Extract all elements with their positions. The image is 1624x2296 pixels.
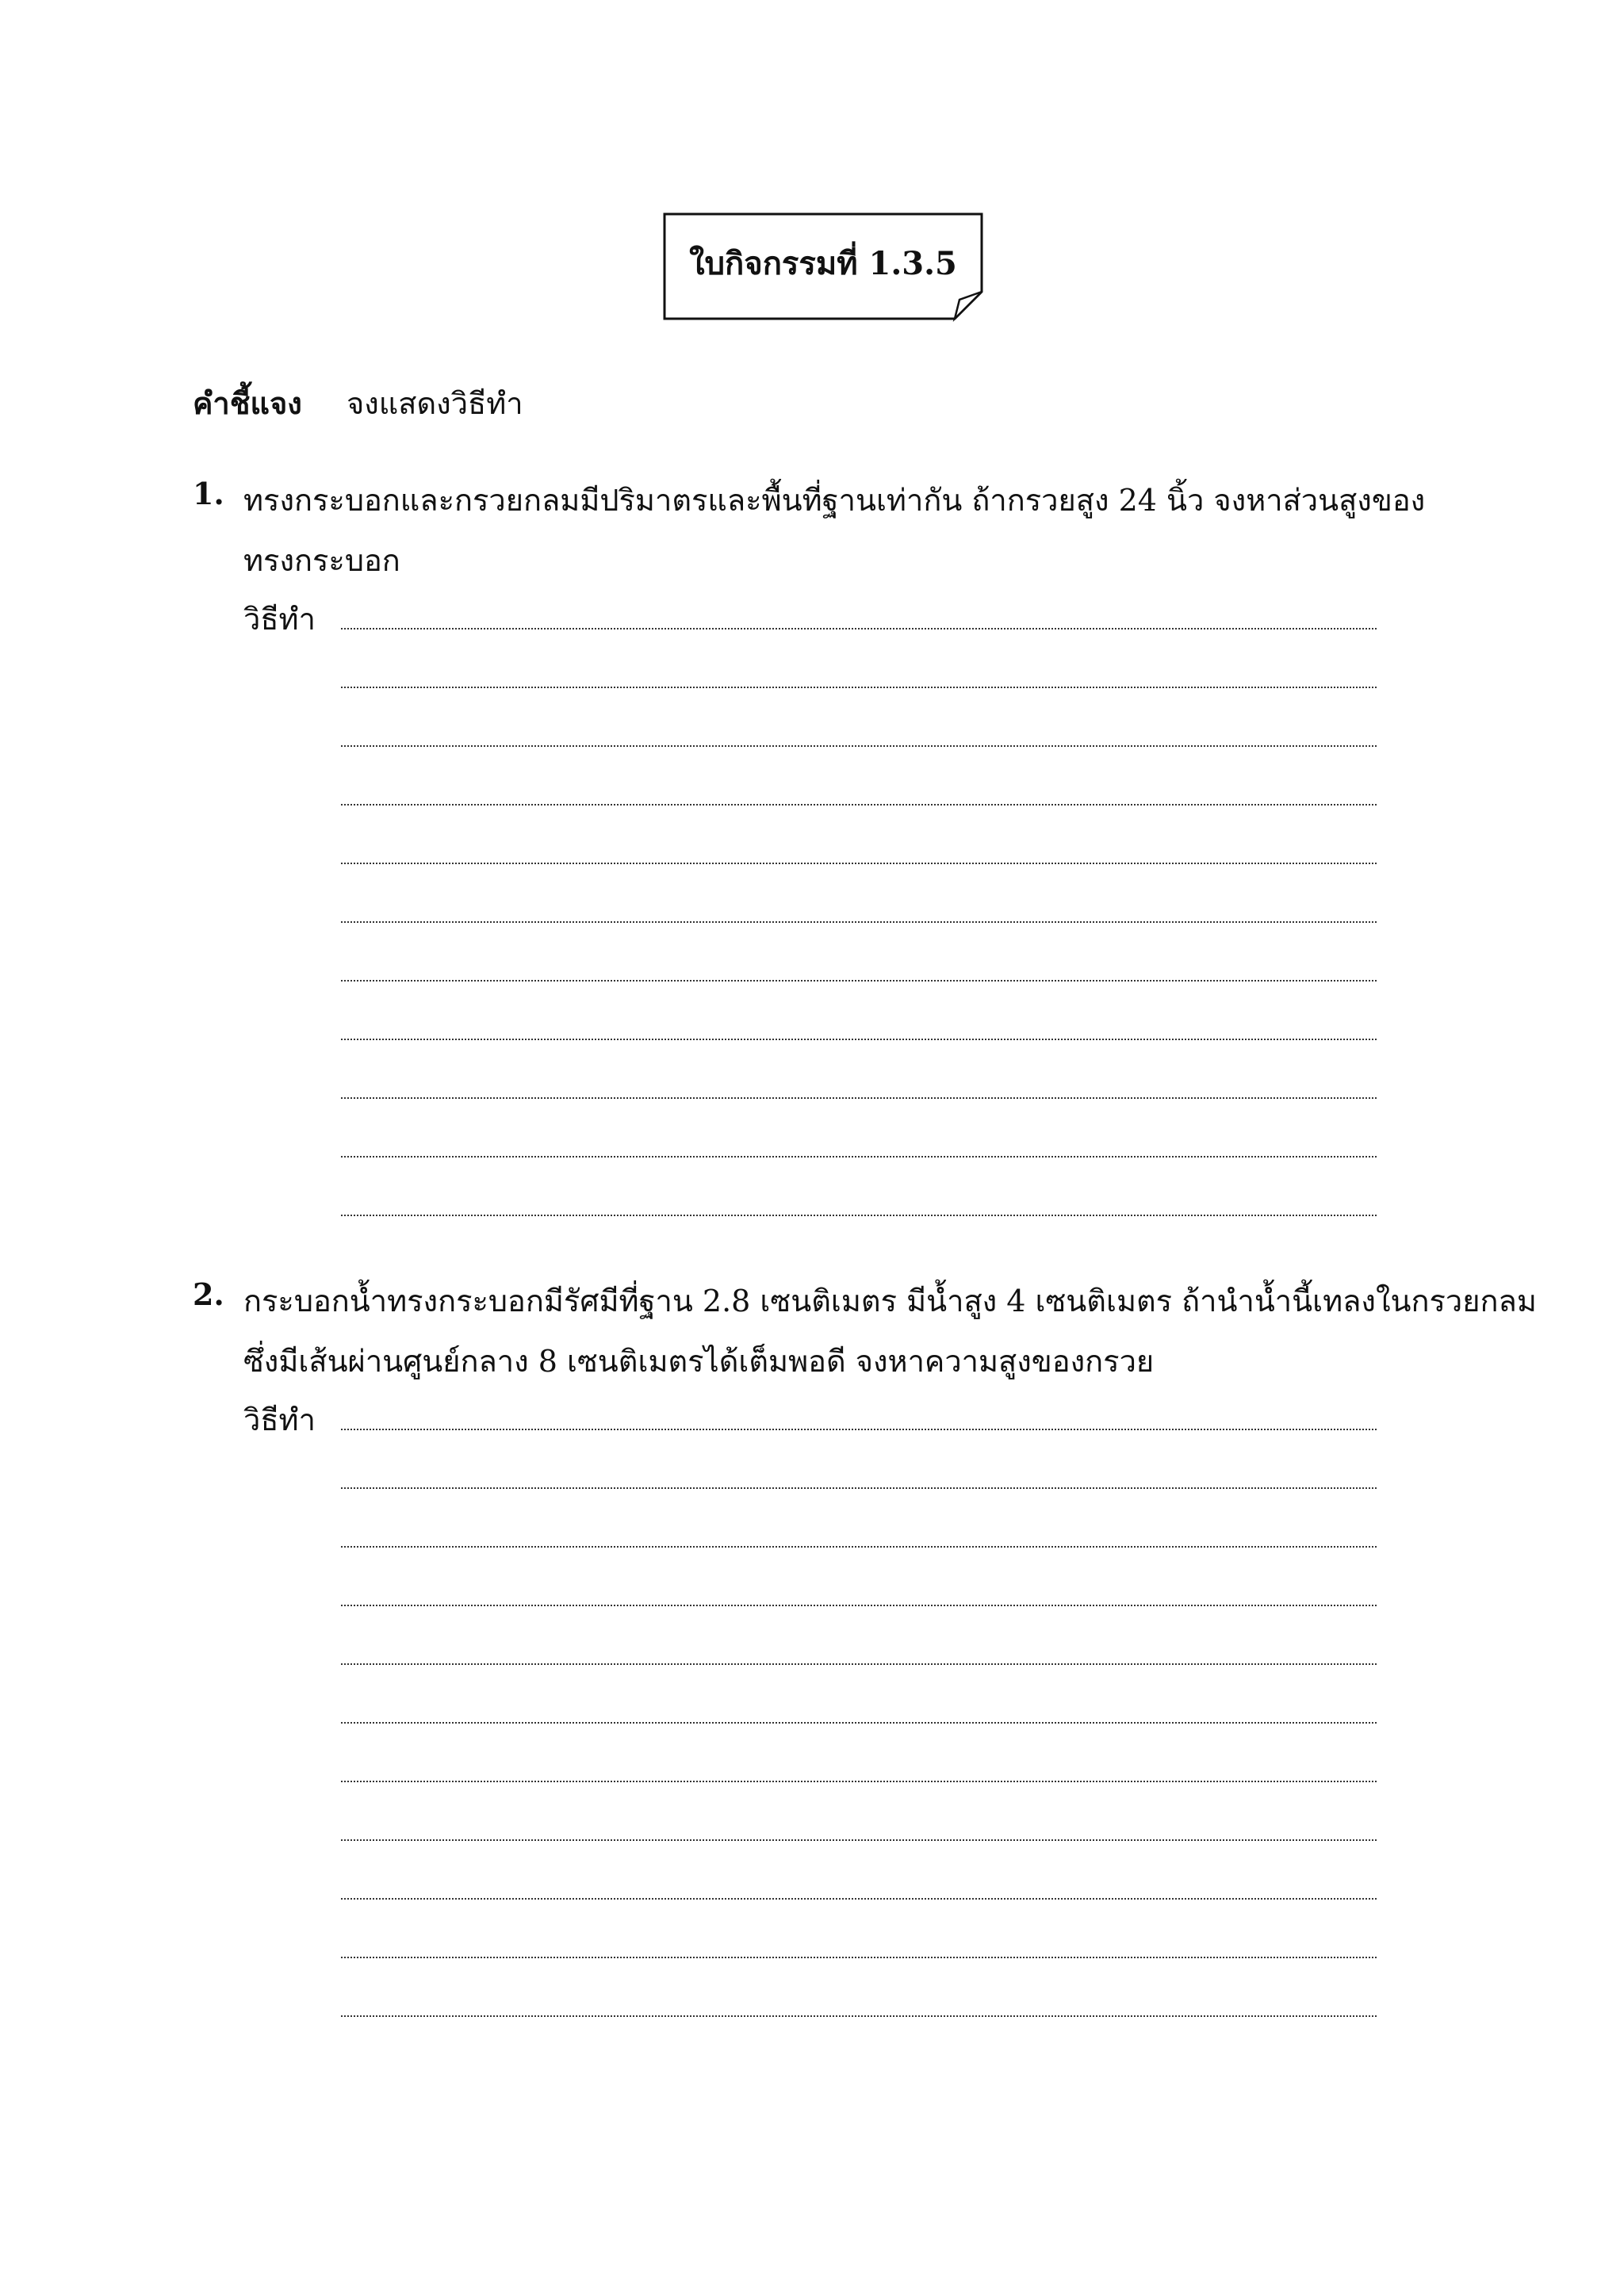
question-text-line: กระบอกน้ำทรงกระบอกมีรัศมีที่ฐาน 2.8 เซนติเมตร มีน้ำสูง 4 เซนติเมตร ถ้านำน้ำนี้เทลงในกรวยกลม bbox=[243, 1284, 1537, 1318]
answer-line[interactable] bbox=[341, 1663, 1377, 1665]
answer-line[interactable] bbox=[341, 1839, 1377, 1841]
answer-line[interactable] bbox=[341, 1898, 1377, 1900]
answer-line[interactable] bbox=[341, 1156, 1377, 1158]
answer-line[interactable] bbox=[341, 1722, 1377, 1724]
worksheet-title-box bbox=[663, 212, 983, 322]
method-label: วิธีทำ bbox=[243, 602, 316, 637]
answer-line[interactable] bbox=[341, 980, 1377, 982]
answer-line[interactable] bbox=[341, 1039, 1377, 1040]
answer-line[interactable] bbox=[341, 1957, 1377, 1958]
answer-line[interactable] bbox=[341, 1781, 1377, 1782]
answer-line[interactable] bbox=[341, 1487, 1377, 1489]
answer-line[interactable] bbox=[341, 921, 1377, 923]
question-number: 2. bbox=[193, 1276, 224, 1312]
answer-line[interactable] bbox=[341, 1215, 1377, 1216]
instructions-text: จงแสดงวิธีทำ bbox=[346, 386, 523, 421]
answer-line[interactable] bbox=[341, 628, 1377, 629]
instructions-label: คำชี้แจง bbox=[193, 385, 302, 421]
answer-line[interactable] bbox=[341, 1546, 1377, 1548]
question-text-line: ทรงกระบอกและกรวยกลมมีปริมาตรและพื้นที่ฐานเท่ากัน ถ้ากรวยสูง 24 นิ้ว จงหาส่วนสูงของ bbox=[243, 483, 1426, 518]
answer-line[interactable] bbox=[341, 863, 1377, 864]
answer-line[interactable] bbox=[341, 1097, 1377, 1099]
answer-line[interactable] bbox=[341, 1429, 1377, 1430]
question-number: 1. bbox=[193, 476, 224, 511]
worksheet-title: ใบกิจกรรมที่ 1.3.5 bbox=[689, 245, 957, 282]
question-text-line: ทรงกระบอก bbox=[243, 543, 400, 578]
method-label: วิธีทำ bbox=[243, 1402, 316, 1437]
answer-line[interactable] bbox=[341, 804, 1377, 806]
answer-line[interactable] bbox=[341, 1605, 1377, 1606]
answer-line[interactable] bbox=[341, 687, 1377, 688]
question-text-line: ซึ่งมีเส้นผ่านศูนย์กลาง 8 เซนติเมตรได้เต็มพอดี จงหาความสูงของกรวย bbox=[243, 1344, 1155, 1379]
instructions bbox=[193, 379, 523, 427]
answer-line[interactable] bbox=[341, 2015, 1377, 2017]
answer-line[interactable] bbox=[341, 745, 1377, 747]
